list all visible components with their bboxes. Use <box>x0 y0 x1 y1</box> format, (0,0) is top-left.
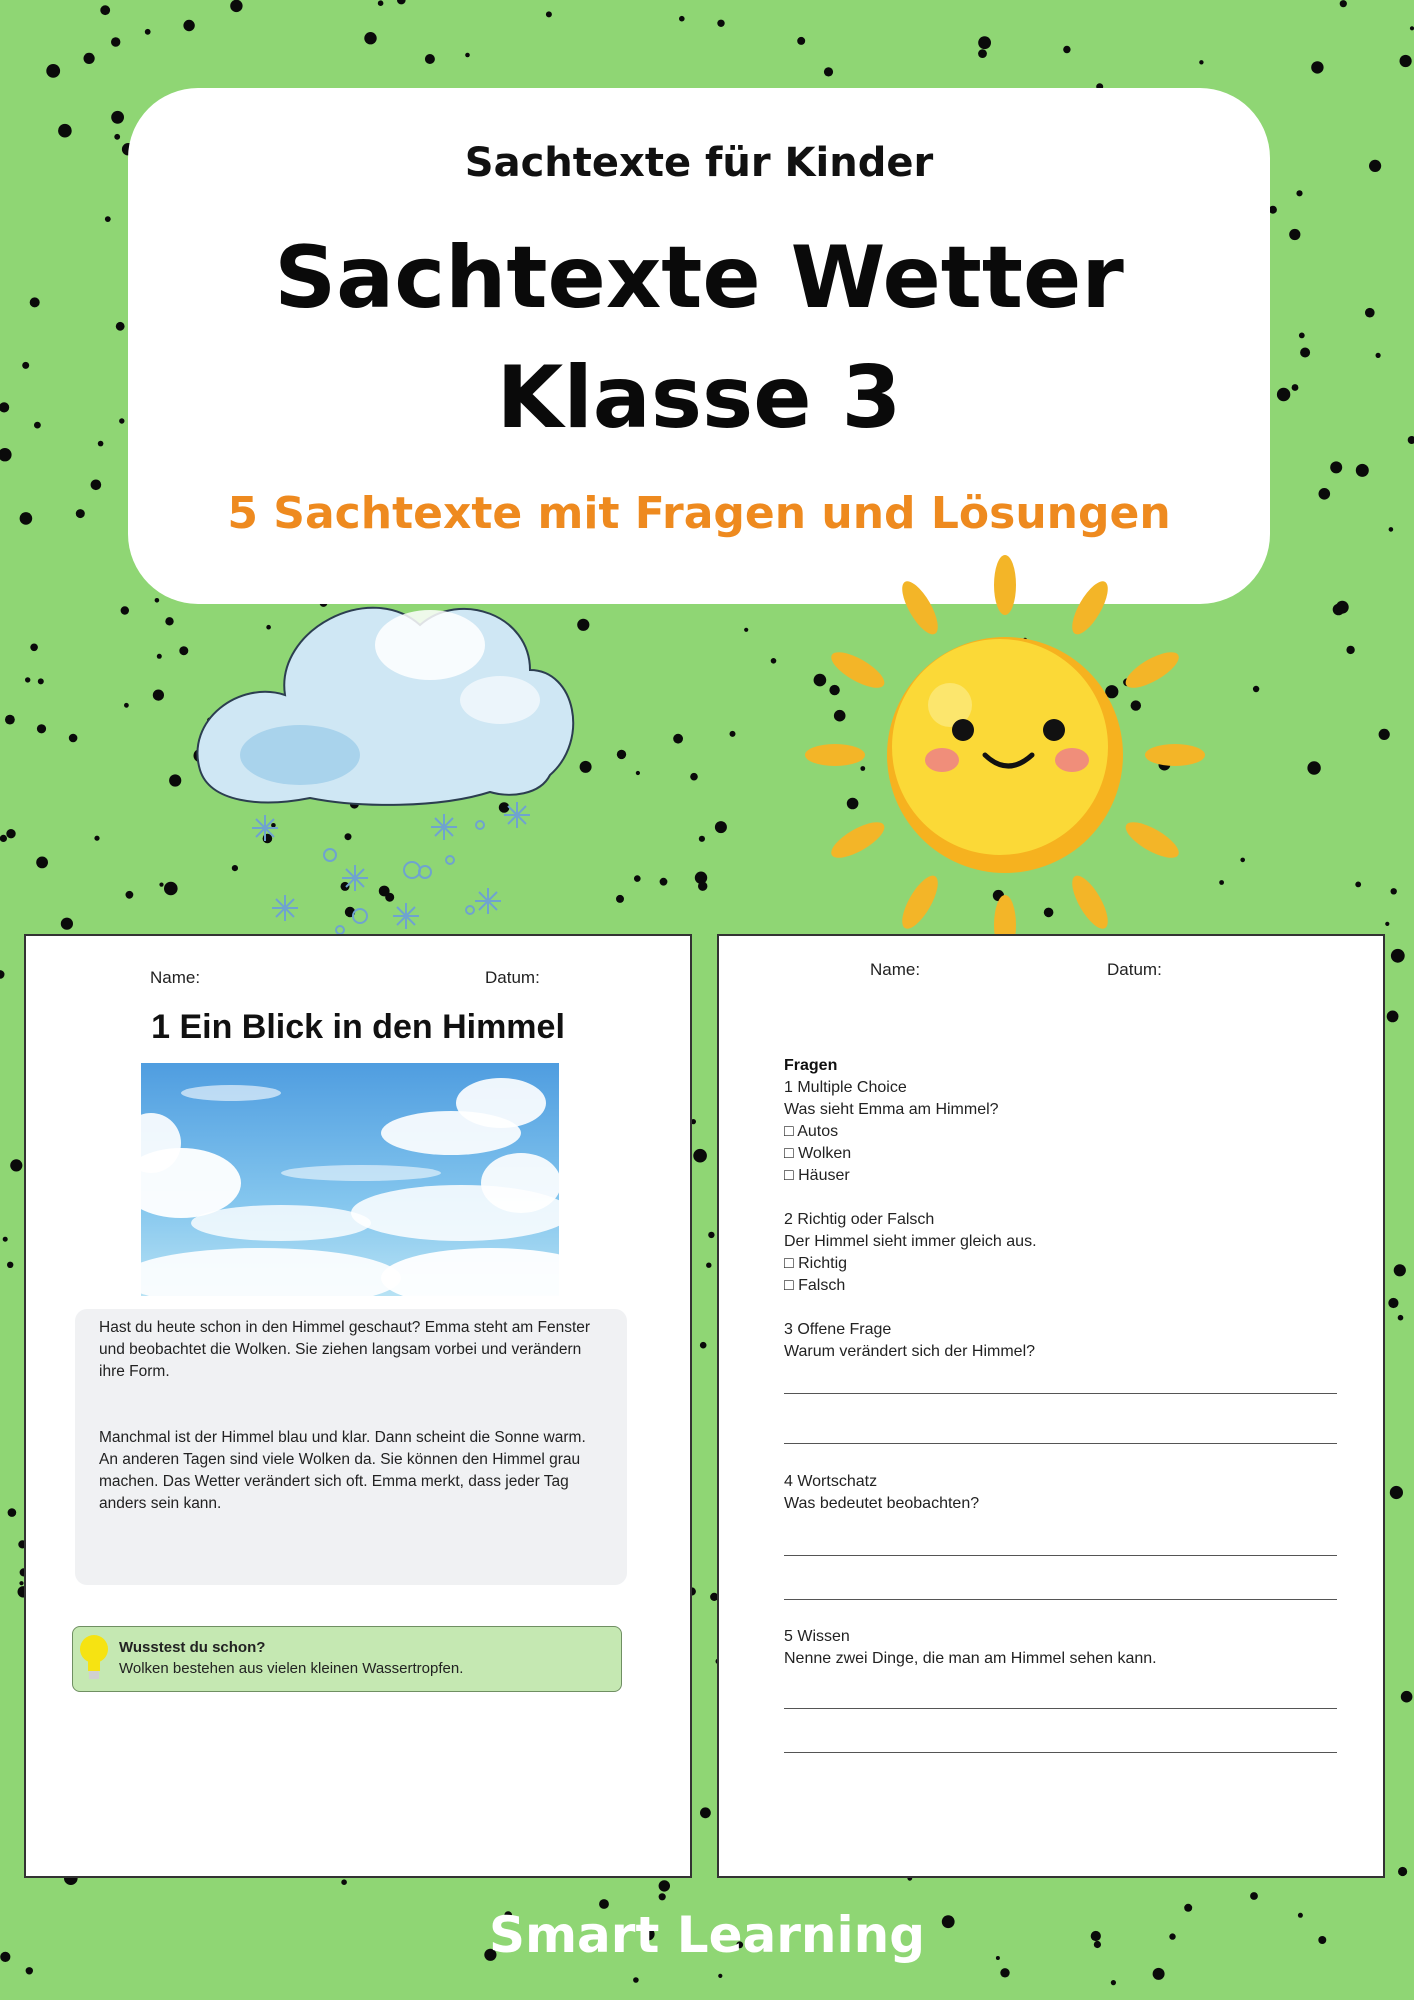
smiling-sun-icon <box>790 555 1220 945</box>
question-5-title: 5 Wissen <box>784 1628 850 1645</box>
name-label: Name: <box>870 960 921 979</box>
worksheet-title: 1 Ein Blick in den Himmel <box>151 1008 565 1046</box>
question-4-title: 4 Wortschatz <box>784 1473 878 1490</box>
question-1-text: Was sieht Emma am Himmel? <box>784 1101 999 1118</box>
subtitle: 5 Sachtexte mit Fragen und Lösungen <box>227 488 1171 539</box>
option-checkbox[interactable]: □ Falsch <box>784 1277 846 1294</box>
question-4-text: Was bedeutet beobachten? <box>784 1495 980 1512</box>
answer-line[interactable] <box>784 1752 1337 1753</box>
option-checkbox[interactable]: □ Häuser <box>784 1167 850 1184</box>
worksheet-text-page <box>24 934 692 1878</box>
option-checkbox[interactable]: □ Autos <box>784 1123 839 1140</box>
date-label: Datum: <box>1107 960 1162 979</box>
main-title <box>128 218 1270 458</box>
question-1-title: 1 Multiple Choice <box>784 1079 907 1096</box>
paragraph-2: Manchmal ist der Himmel blau und klar. Dann scheint die Sonne warm. An anderen Tagen sind viele Wolken da. Sie können den Himmel grau machen. Das Wetter verändert sich oft. Emma merkt, dass jeder Tag anders sein kann. <box>99 1429 586 1512</box>
series-kicker: Sachtexte für Kinder <box>464 140 934 186</box>
question-3-title: 3 Offene Frage <box>784 1321 892 1338</box>
fact-title: Wusstest du schon? <box>119 1639 266 1656</box>
questions-block <box>784 1055 1344 1753</box>
answer-line[interactable] <box>784 1393 1337 1394</box>
snow-cloud-icon <box>180 570 580 950</box>
title-card <box>128 88 1270 604</box>
worksheet-questions-page <box>717 934 1385 1878</box>
title-line-2: Klasse 3 <box>496 348 902 448</box>
question-5-text: Nenne zwei Dinge, die man am Himmel sehen kann. <box>784 1650 1157 1667</box>
fact-box <box>72 1626 622 1692</box>
lightbulb-icon <box>77 1631 111 1685</box>
option-checkbox[interactable]: □ Richtig <box>784 1255 848 1272</box>
question-3-text: Warum verändert sich der Himmel? <box>784 1343 1036 1360</box>
question-2-title: 2 Richtig oder Falsch <box>784 1211 935 1228</box>
paragraph-1: Hast du heute schon in den Himmel geschaut? Emma steht am Fenster und beobachtet die Wolken. Sie ziehen langsam vorbei und verändern ihre Form. <box>99 1319 591 1380</box>
option-checkbox[interactable]: □ Wolken <box>784 1145 852 1162</box>
name-label: Name: <box>150 968 201 987</box>
title-line-1: Sachtexte Wetter <box>274 228 1124 328</box>
answer-line[interactable] <box>784 1708 1337 1709</box>
answer-line[interactable] <box>784 1555 1337 1556</box>
question-2-text: Der Himmel sieht immer gleich aus. <box>784 1233 1037 1250</box>
date-label: Datum: <box>485 968 540 987</box>
reading-text-box <box>75 1309 627 1585</box>
questions-heading: Fragen <box>784 1057 838 1074</box>
sky-illustration <box>141 1063 559 1296</box>
fact-text: Wolken bestehen aus vielen kleinen Wassertropfen. <box>119 1660 464 1677</box>
brand-footer: Smart Learning <box>488 1906 926 1964</box>
